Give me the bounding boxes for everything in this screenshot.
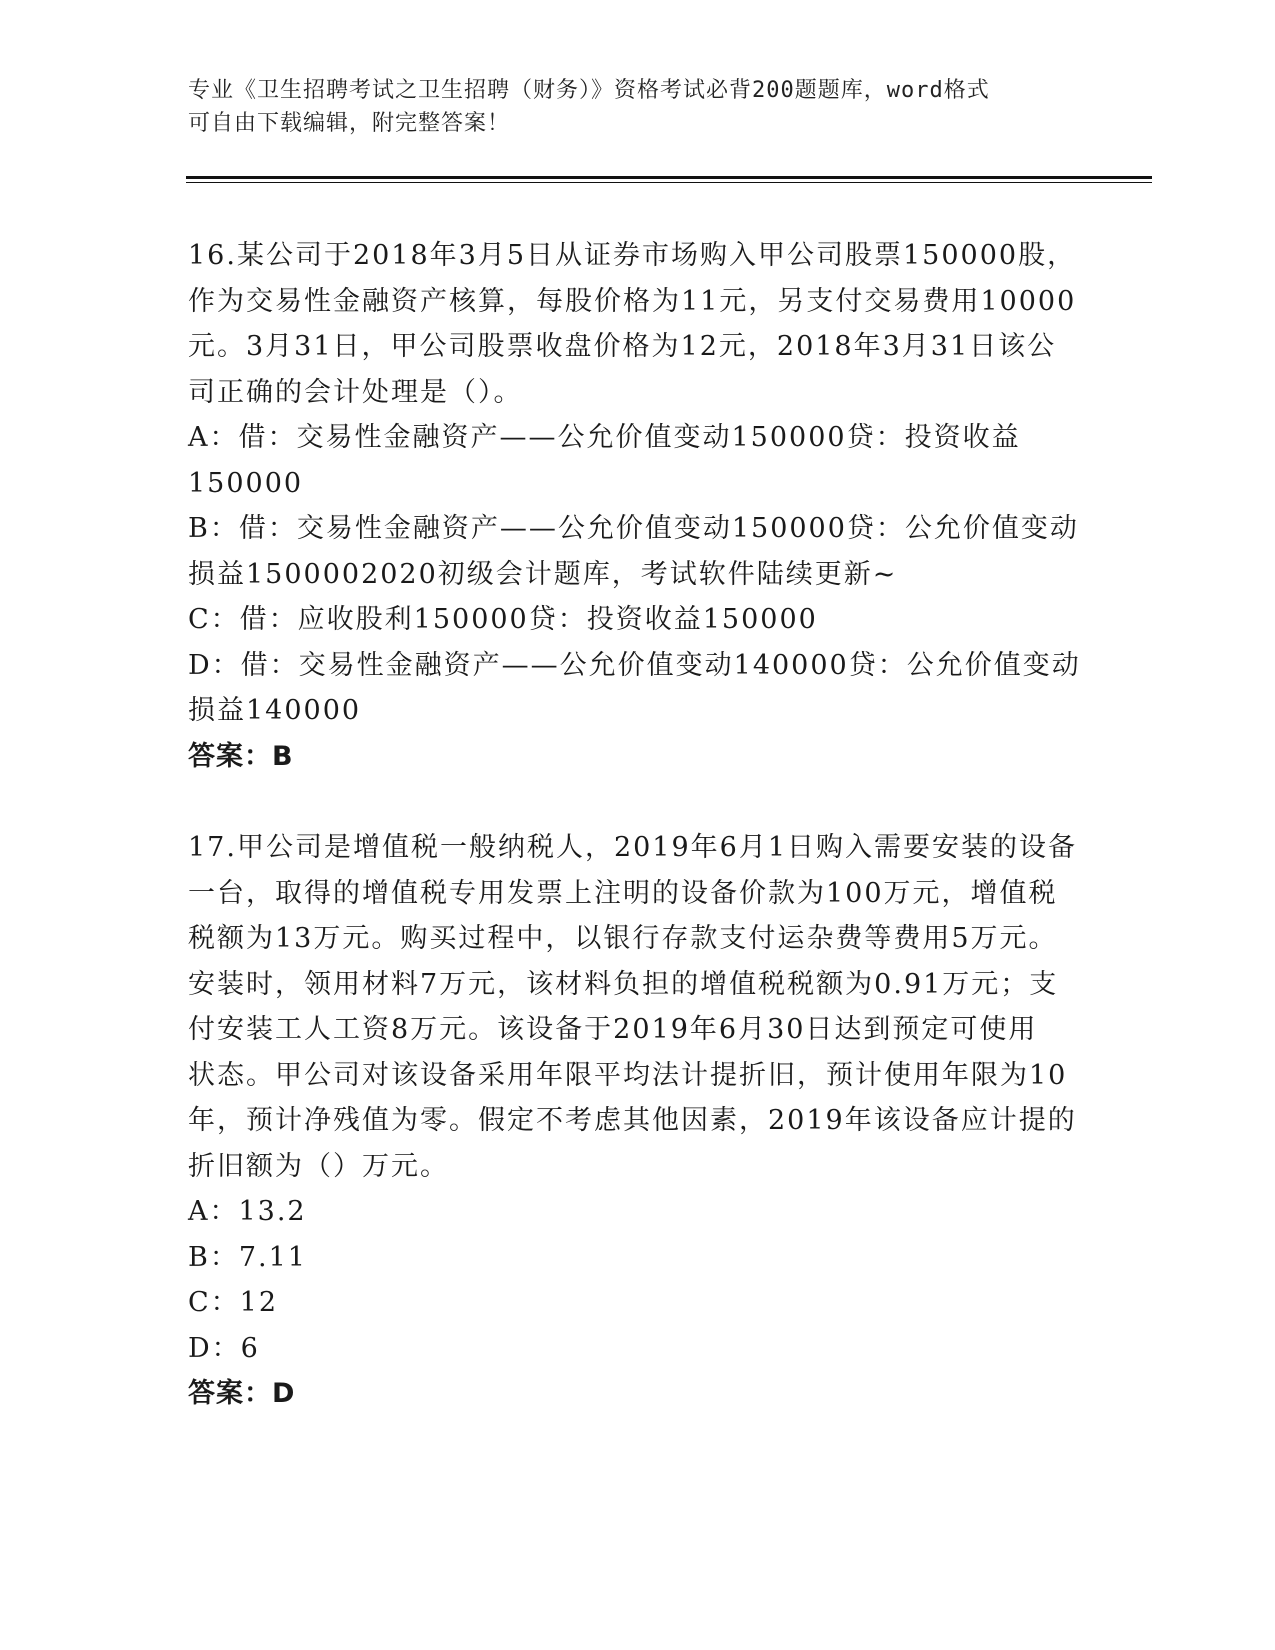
option-line: C：12 <box>188 1287 279 1318</box>
option-line: D：6 <box>188 1332 260 1364</box>
option-line: 150000 <box>188 467 304 499</box>
question-stem-line: 作为交易性金融资产核算，每股价格为11元，另支付交易费用10000 <box>188 285 1077 317</box>
header-line-2: 可自由下载编辑，附完整答案！ <box>188 111 511 136</box>
question-stem-line: 税额为13万元。购买过程中，以银行存款支付运杂费等费用5万元。 <box>188 923 1058 954</box>
question-17 <box>188 825 1088 1417</box>
question-stem-line: 17.甲公司是增值税一般纳税人，2019年6月1日购入需要安装的设备 <box>188 832 1078 863</box>
question-stem-line: 状态。甲公司对该设备采用年限平均法计提折旧，预计使用年限为10 <box>188 1059 1068 1091</box>
option-b <box>188 1235 1088 1281</box>
option-c <box>188 1280 1088 1326</box>
header-line-1: 专业《卫生招聘考试之卫生招聘（财务）》资格考试必背200题题库，word格式 <box>188 78 990 103</box>
question-16 <box>188 233 1088 779</box>
question-stem-line: 16.某公司于2018年3月5日从证券市场购入甲公司股票150000股， <box>188 240 1077 271</box>
question-stem-line: 元。3月31日，甲公司股票收盘价格为12元，2018年3月31日该公 <box>188 331 1057 362</box>
question-stem-line: 付安装工人工资8万元。该设备于2019年6月30日达到预定可使用 <box>188 1014 1038 1045</box>
option-line: A：13.2 <box>188 1196 307 1227</box>
option-line: A：借：交易性金融资产——公允价值变动150000贷：投资收益 <box>188 422 1021 453</box>
option-line: D：借：交易性金融资产——公允价值变动140000贷：公允价值变动 <box>188 649 1081 681</box>
question-stem-line: 折旧额为（）万元。 <box>188 1150 449 1182</box>
answer-label: 答案：D <box>188 1378 296 1409</box>
question-stem-line: 年，预计净残值为零。假定不考虑其他因素，2019年该设备应计提的 <box>188 1105 1077 1136</box>
option-line: C：借：应收股利150000贷：投资收益150000 <box>188 604 818 635</box>
option-line: B：借：交易性金融资产——公允价值变动150000贷：公允价值变动 <box>188 513 1079 544</box>
header-divider-thick <box>186 176 1152 179</box>
option-line: B：7.11 <box>188 1241 307 1273</box>
header-divider-thin <box>186 182 1152 183</box>
question-stem-line: 司正确的会计处理是（）。 <box>188 376 523 408</box>
question-stem-line: 安装时，领用材料7万元，该材料负担的增值税税额为0.91万元；支 <box>188 968 1059 1000</box>
option-c <box>188 597 1088 643</box>
option-line: 损益1500002020初级会计题库，考试软件陆续更新~ <box>188 558 898 590</box>
document-header <box>188 74 1068 140</box>
option-a <box>188 415 1088 506</box>
option-a <box>188 1189 1088 1235</box>
question-stem-line: 一台，取得的增值税专用发票上注明的设备价款为100万元，增值税 <box>188 877 1058 909</box>
option-line: 损益140000 <box>188 695 362 726</box>
option-b <box>188 506 1088 597</box>
option-d <box>188 1326 1088 1372</box>
answer-label: 答案：B <box>188 740 294 772</box>
option-d <box>188 643 1088 734</box>
